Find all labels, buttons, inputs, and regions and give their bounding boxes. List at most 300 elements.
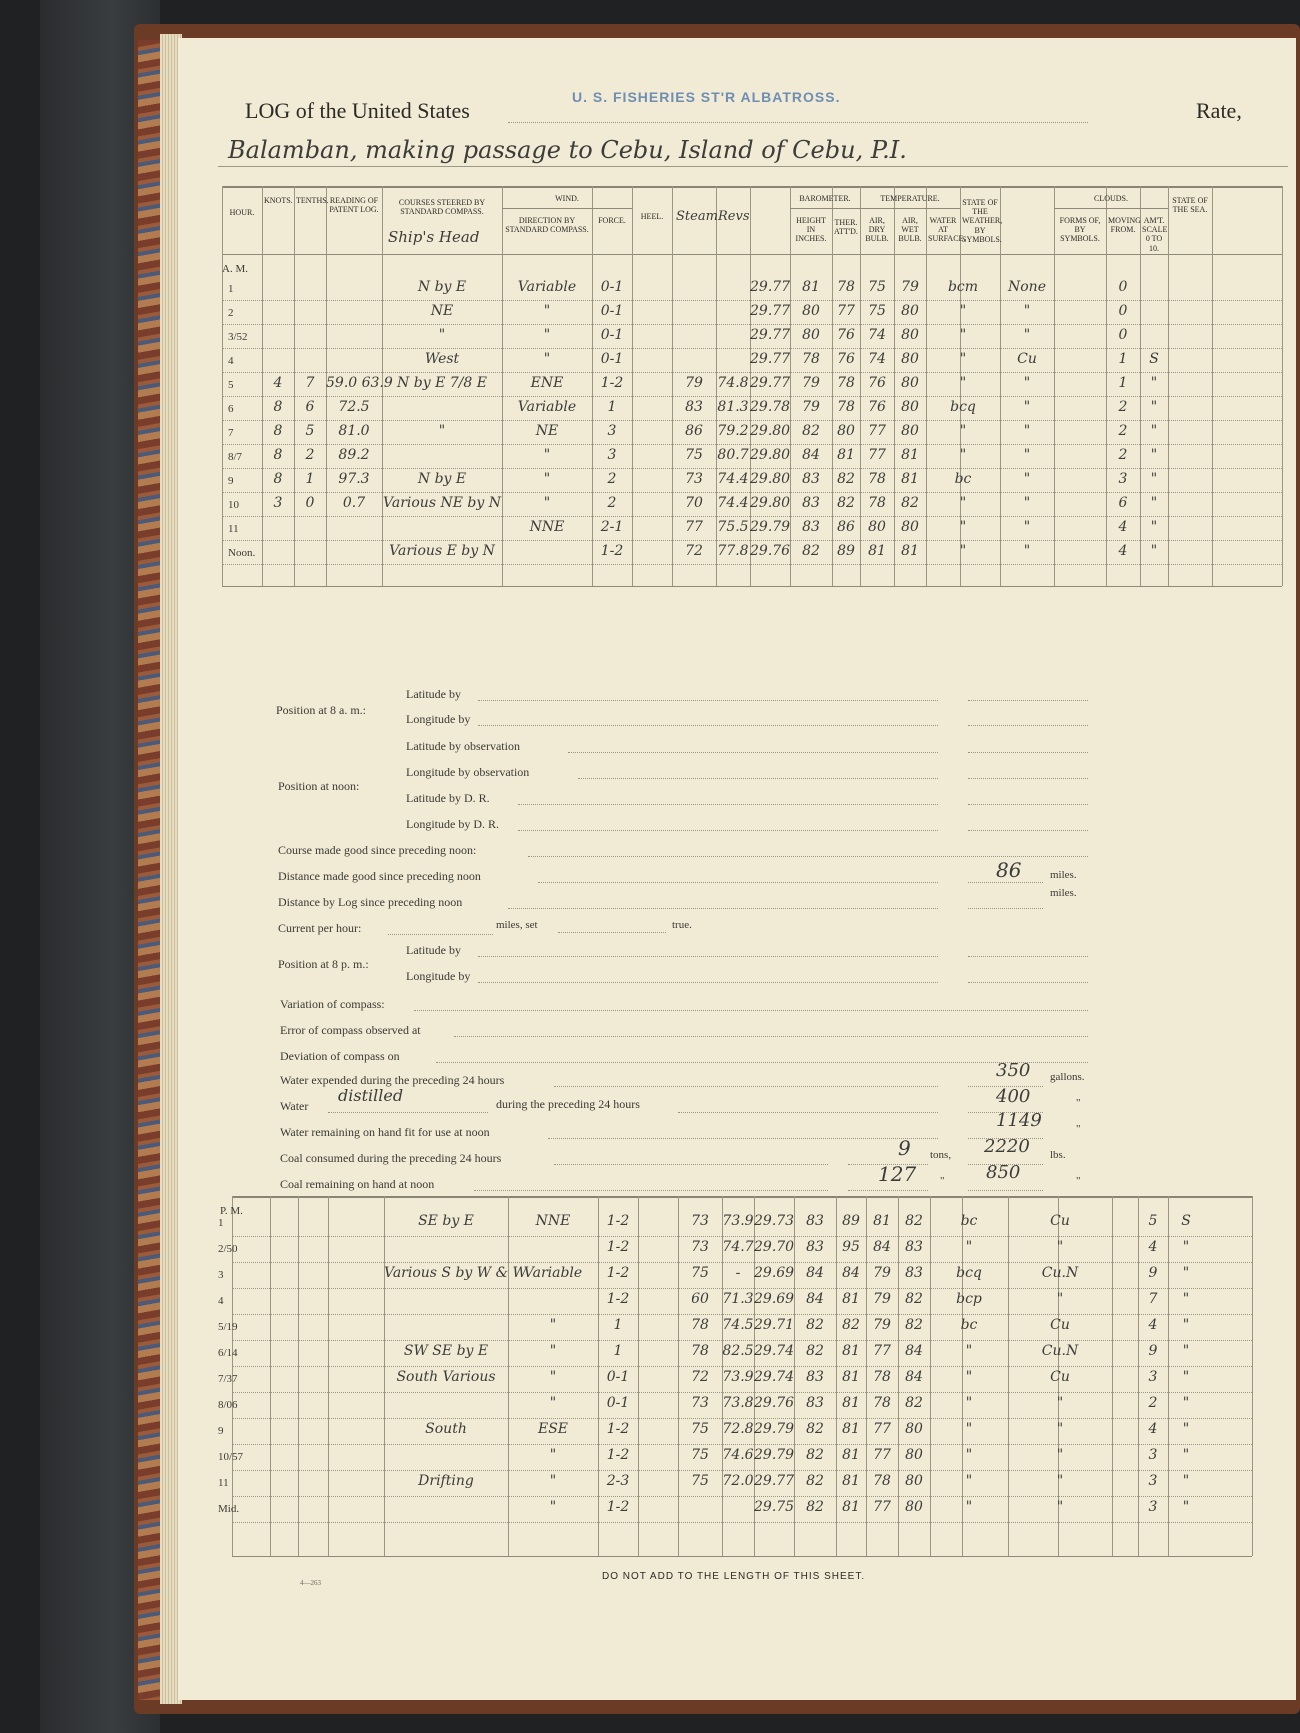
column-rule bbox=[1112, 1196, 1113, 1556]
am-dry-cell: 89 bbox=[837, 543, 855, 559]
pm-forms-cell: " bbox=[1056, 1421, 1064, 1437]
pm-weather-cell: " bbox=[965, 1421, 973, 1437]
pm-sea-cell: " bbox=[1182, 1395, 1190, 1411]
pm-hour-9: 9 bbox=[218, 1425, 224, 1437]
pos-8am-label: Position at 8 a. m.: bbox=[276, 703, 366, 717]
pm-hour-11: 11 bbox=[218, 1477, 229, 1489]
pm-sea-cell: " bbox=[1182, 1499, 1190, 1515]
pm-wet-cell: 78 bbox=[873, 1369, 891, 1385]
pos-noon-label: Position at noon: bbox=[278, 779, 360, 793]
pm-bar-cell: 29.69 bbox=[754, 1265, 795, 1281]
pm-sea-cell: " bbox=[1182, 1369, 1190, 1385]
force-header: FORCE. bbox=[598, 216, 626, 225]
am-water-cell: 80 bbox=[901, 375, 919, 391]
pm-force-cell: 0-1 bbox=[606, 1369, 630, 1385]
am-knots-cell: 3 bbox=[273, 495, 283, 511]
pm-log-table bbox=[218, 1196, 1296, 1616]
am-water-cell: 80 bbox=[901, 423, 919, 439]
row-rule bbox=[222, 540, 1282, 541]
am-dir-cell: " bbox=[543, 303, 551, 319]
am-course-cell: " bbox=[438, 327, 446, 343]
air-wet-header: AIR, WET BULB. bbox=[898, 216, 922, 244]
pm-dry-cell: 81 bbox=[842, 1499, 860, 1515]
footer-note: DO NOT ADD TO THE LENGTH OF THIS SHEET. bbox=[602, 1571, 866, 1582]
am-dry-cell: 77 bbox=[837, 303, 855, 319]
water-expended-label: Water expended during the preceding 24 hours bbox=[280, 1073, 505, 1087]
pm-water-cell: 80 bbox=[905, 1447, 923, 1463]
am-hour-3: 3/52 bbox=[228, 331, 248, 343]
am-water-cell: 82 bbox=[901, 495, 919, 511]
am-ther-cell: 80 bbox=[802, 303, 820, 319]
pm-amt-cell: 4 bbox=[1148, 1239, 1158, 1255]
pm-forms-cell: " bbox=[1056, 1395, 1064, 1411]
position-summary bbox=[178, 638, 1296, 1198]
am-force-cell: 0-1 bbox=[600, 303, 624, 319]
am-force-cell: 3 bbox=[607, 447, 617, 463]
pm-water-cell: 84 bbox=[905, 1369, 923, 1385]
row-rule bbox=[232, 1340, 1252, 1341]
am-bar-cell: 29.77 bbox=[750, 279, 791, 295]
pm-bar-cell: 29.71 bbox=[754, 1317, 795, 1333]
am-sea-cell: S bbox=[1149, 351, 1159, 367]
am-tenths-cell: 5 bbox=[305, 423, 315, 439]
am-hour-7: 7 bbox=[228, 427, 234, 439]
variation-label: Variation of compass: bbox=[280, 997, 385, 1011]
ship-stamp: U. S. FISHERIES ST'R ALBATROSS. bbox=[572, 89, 841, 105]
fill-line bbox=[478, 982, 938, 983]
am-bar-cell: 29.78 bbox=[750, 399, 791, 415]
am-forms-cell: " bbox=[1023, 399, 1031, 415]
pm-hour-7: 7/37 bbox=[218, 1373, 238, 1385]
row-rule bbox=[232, 1470, 1252, 1471]
pm-dry-cell: 84 bbox=[842, 1265, 860, 1281]
pm-forms-cell: Cu.N bbox=[1041, 1265, 1079, 1281]
am-amt-cell: 0 bbox=[1118, 303, 1128, 319]
am-water-cell: 80 bbox=[901, 351, 919, 367]
am-revs-cell: 79.2 bbox=[717, 423, 749, 439]
log-page bbox=[178, 38, 1296, 1700]
pm-wet-cell: 77 bbox=[873, 1421, 891, 1437]
pm-wet-cell: 79 bbox=[873, 1291, 891, 1307]
pm-course-cell: SW SE by E bbox=[403, 1343, 489, 1359]
am-bar-cell: 29.80 bbox=[750, 447, 791, 463]
column-rule bbox=[1282, 186, 1283, 586]
am-water-cell: 80 bbox=[901, 303, 919, 319]
am-dry-cell: 76 bbox=[837, 327, 855, 343]
row-rule bbox=[222, 300, 1282, 301]
pm-ther-cell: 82 bbox=[806, 1473, 824, 1489]
water-kind-value: distilled bbox=[338, 1086, 404, 1105]
am-course-cell: N by E 7/8 E bbox=[397, 375, 487, 391]
ther-header: THER. ATT'D. bbox=[834, 218, 858, 237]
lon-by-label: Longitude by bbox=[406, 712, 471, 726]
fill-line bbox=[848, 1190, 928, 1191]
column-rule bbox=[298, 1196, 299, 1556]
am-force-cell: 2 bbox=[607, 471, 617, 487]
am-tenths-cell: 7 bbox=[305, 375, 315, 391]
am-course-cell: Various E by N bbox=[389, 543, 495, 559]
fill-line bbox=[518, 830, 938, 831]
am-tenths-cell: 0 bbox=[305, 495, 315, 511]
row-rule bbox=[232, 1288, 1252, 1289]
pm-label: P. M. bbox=[220, 1205, 243, 1217]
pm-ther-cell: 83 bbox=[806, 1395, 824, 1411]
fill-line bbox=[454, 1036, 1088, 1037]
am-steam-cell: 70 bbox=[685, 495, 703, 511]
am-hour-5: 5 bbox=[228, 379, 234, 391]
am-ther-cell: 83 bbox=[802, 495, 820, 511]
am-dir-cell: " bbox=[543, 327, 551, 343]
am-tenths-cell: 6 bbox=[305, 399, 315, 415]
tons-label: tons, bbox=[930, 1149, 952, 1161]
pm-course-cell: SE by E bbox=[418, 1213, 474, 1229]
gallons-label: gallons. bbox=[1050, 1071, 1085, 1083]
pm-bar-cell: 29.73 bbox=[754, 1213, 795, 1229]
during-label: during the preceding 24 hours bbox=[496, 1097, 640, 1111]
am-amt-cell: 0 bbox=[1118, 327, 1128, 343]
rate-label: Rate, bbox=[1196, 98, 1242, 123]
pm-bar-cell: 29.74 bbox=[754, 1343, 795, 1359]
am-ther-cell: 81 bbox=[802, 279, 820, 295]
pm-force-cell: 1-2 bbox=[606, 1447, 630, 1463]
am-course-cell: N by E bbox=[417, 279, 467, 295]
pm-ther-cell: 83 bbox=[806, 1239, 824, 1255]
am-hour-2: 2 bbox=[228, 307, 234, 319]
state-weather-header: STATE OF THE WEATHER, BY SYMBOLS. bbox=[962, 198, 1003, 244]
row-rule bbox=[222, 444, 1282, 445]
fill-line bbox=[678, 1112, 938, 1113]
am-forms-cell: " bbox=[1023, 543, 1031, 559]
course-good-label: Course made good since preceding noon: bbox=[278, 843, 477, 857]
fill-line bbox=[968, 752, 1088, 753]
row-rule bbox=[232, 1444, 1252, 1445]
am-dry-cell: 86 bbox=[837, 519, 855, 535]
fill-line bbox=[968, 725, 1088, 726]
pm-sea-cell: " bbox=[1182, 1239, 1190, 1255]
am-bar-cell: 29.77 bbox=[750, 375, 791, 391]
row-rule bbox=[232, 1496, 1252, 1497]
am-forms-cell: Cu bbox=[1017, 351, 1037, 367]
pm-weather-cell: bcp bbox=[956, 1291, 982, 1307]
pm-hour-1: 1 bbox=[218, 1217, 224, 1229]
am-ther-cell: 78 bbox=[802, 351, 820, 367]
pm-ther-cell: 82 bbox=[806, 1421, 824, 1437]
am-wet-cell: 80 bbox=[868, 519, 886, 535]
coal-remaining-label: Coal remaining on hand at noon bbox=[280, 1177, 435, 1191]
am-ther-cell: 84 bbox=[802, 447, 820, 463]
am-dir-cell: Variable bbox=[517, 399, 577, 415]
am-bar-cell: 29.80 bbox=[750, 423, 791, 439]
coal-remaining-lbs: 850 bbox=[986, 1162, 1021, 1183]
pm-steam-cell: 73 bbox=[691, 1395, 709, 1411]
knots-header: KNOTS. bbox=[264, 196, 293, 205]
am-wet-cell: 81 bbox=[868, 543, 886, 559]
current-label: Current per hour: bbox=[278, 921, 362, 935]
row-rule bbox=[222, 564, 1282, 565]
am-dir-cell: NNE bbox=[529, 519, 565, 535]
pm-dry-cell: 81 bbox=[842, 1473, 860, 1489]
steam-header: Steam bbox=[676, 209, 718, 224]
lat-dr-label: Latitude by D. R. bbox=[406, 791, 490, 805]
am-steam-cell: 79 bbox=[685, 375, 703, 391]
row-rule bbox=[222, 348, 1282, 349]
am-forms-cell: " bbox=[1023, 375, 1031, 391]
fill-line bbox=[578, 778, 938, 779]
cloud-forms-header: FORMS OF, BY SYMBOLS. bbox=[1059, 216, 1101, 244]
ditto-4: " bbox=[1076, 1175, 1081, 1187]
pm-dry-cell: 81 bbox=[842, 1343, 860, 1359]
am-ther-cell: 80 bbox=[802, 327, 820, 343]
pm-sea-cell: " bbox=[1182, 1265, 1190, 1281]
am-wet-cell: 74 bbox=[868, 351, 886, 367]
am-wet-cell: 78 bbox=[868, 495, 886, 511]
pm-bottom-rule bbox=[232, 1556, 1252, 1557]
am-dir-cell: ENE bbox=[530, 375, 564, 391]
column-rule bbox=[1168, 186, 1169, 586]
am-force-cell: 2-1 bbox=[600, 519, 624, 535]
am-force-cell: 1-2 bbox=[600, 375, 624, 391]
lon-obs-label: Longitude by observation bbox=[406, 765, 530, 779]
am-dry-cell: 82 bbox=[837, 495, 855, 511]
am-knots-cell: 8 bbox=[273, 471, 283, 487]
dist-good-label: Distance made good since preceding noon bbox=[278, 869, 481, 883]
am-force-cell: 0-1 bbox=[600, 351, 624, 367]
am-steam-cell: 86 bbox=[685, 423, 703, 439]
pm-hour-2: 2/50 bbox=[218, 1243, 238, 1255]
pm-force-cell: 2-3 bbox=[606, 1473, 630, 1489]
fill-line bbox=[968, 804, 1088, 805]
pm-revs-cell: 72.8 bbox=[722, 1421, 754, 1437]
pm-amt-cell: 3 bbox=[1148, 1447, 1158, 1463]
pm-steam-cell: 75 bbox=[691, 1421, 709, 1437]
am-steam-cell: 77 bbox=[685, 519, 703, 535]
am-course-cell: NE bbox=[430, 303, 454, 319]
pm-bar-cell: 29.77 bbox=[754, 1473, 795, 1489]
pm-bar-cell: 29.79 bbox=[754, 1421, 795, 1437]
revs-header: Revs bbox=[718, 209, 750, 224]
state-sea-header: STATE OF THE SEA. bbox=[1172, 196, 1208, 215]
pm-sea-cell: S bbox=[1181, 1213, 1191, 1229]
pm-weather-cell: " bbox=[965, 1395, 973, 1411]
pm-course-cell: Various S by W & W bbox=[384, 1265, 527, 1281]
pm-forms-cell: " bbox=[1056, 1499, 1064, 1515]
pm-sea-cell: " bbox=[1182, 1421, 1190, 1437]
pm-forms-cell: Cu bbox=[1050, 1213, 1070, 1229]
am-wet-cell: 75 bbox=[868, 303, 886, 319]
header-bottom-rule bbox=[222, 254, 1282, 255]
fill-line bbox=[554, 1164, 828, 1165]
am-dry-cell: 76 bbox=[837, 351, 855, 367]
pm-steam-cell: 75 bbox=[691, 1473, 709, 1489]
pm-forms-cell: Cu bbox=[1050, 1369, 1070, 1385]
column-rule bbox=[270, 1196, 271, 1556]
pm-sea-cell: " bbox=[1182, 1473, 1190, 1489]
fill-line bbox=[436, 1062, 1088, 1063]
am-log-cell: 97.3 bbox=[338, 471, 370, 487]
am-weather-cell: " bbox=[959, 423, 967, 439]
am-wet-cell: 76 bbox=[868, 375, 886, 391]
pm-dir-cell: " bbox=[549, 1395, 557, 1411]
pm-sea-cell: " bbox=[1182, 1447, 1190, 1463]
fill-line bbox=[414, 1010, 1088, 1011]
fill-line bbox=[548, 1138, 938, 1139]
water-temp-header: WATER AT SURFACE. bbox=[928, 216, 966, 244]
am-forms-cell: " bbox=[1023, 423, 1031, 439]
clouds-group-header: CLOUDS. bbox=[1093, 194, 1128, 203]
pm-steam-cell: 72 bbox=[691, 1369, 709, 1385]
fill-line bbox=[558, 932, 666, 933]
pm-revs-cell: 73.9 bbox=[722, 1369, 754, 1385]
am-knots-cell: 8 bbox=[273, 423, 283, 439]
pm-wet-cell: 81 bbox=[873, 1213, 891, 1229]
pm-dir-cell: " bbox=[549, 1473, 557, 1489]
cloud-moving-header: MOVING FROM. bbox=[1108, 216, 1141, 235]
pm-ther-cell: 82 bbox=[806, 1447, 824, 1463]
coal-remaining-tons: 127 bbox=[878, 1162, 917, 1186]
pm-amt-cell: 4 bbox=[1148, 1421, 1158, 1437]
pm-force-cell: 1 bbox=[613, 1317, 623, 1333]
am-weather-cell: " bbox=[959, 327, 967, 343]
am-bar-cell: 29.77 bbox=[750, 351, 791, 367]
pm-amt-cell: 9 bbox=[1148, 1265, 1158, 1281]
pm-bar-cell: 29.74 bbox=[754, 1369, 795, 1385]
pm-weather-cell: " bbox=[965, 1447, 973, 1463]
baro-group-rule bbox=[790, 208, 860, 209]
pm-hour-12: Mid. bbox=[218, 1503, 240, 1515]
fill-line bbox=[478, 700, 938, 701]
am-forms-cell: None bbox=[1008, 279, 1046, 295]
marbled-edge bbox=[138, 40, 162, 1700]
am-log-table bbox=[222, 186, 1294, 646]
miles-set-label: miles, set bbox=[496, 919, 538, 931]
pm-weather-cell: " bbox=[965, 1369, 973, 1385]
pm-dry-cell: 82 bbox=[842, 1317, 860, 1333]
pm-revs-cell: 73.9 bbox=[722, 1213, 754, 1229]
courses-handwritten-header: Ship's Head bbox=[388, 228, 480, 246]
pm-amt-cell: 2 bbox=[1148, 1395, 1158, 1411]
row-rule bbox=[232, 1314, 1252, 1315]
column-rule bbox=[638, 1196, 639, 1556]
am-water-cell: 81 bbox=[901, 543, 919, 559]
am-force-cell: 2 bbox=[607, 495, 617, 511]
pm-revs-cell: 71.3 bbox=[722, 1291, 754, 1307]
am-water-cell: 81 bbox=[901, 447, 919, 463]
am-weather-cell: " bbox=[959, 375, 967, 391]
am-hour-6: 6 bbox=[228, 403, 234, 415]
am-hour-1: 1 bbox=[228, 283, 234, 295]
patent-log-header: READING OF PATENT LOG. bbox=[329, 196, 379, 215]
barometer-group-header: BAROMETER. bbox=[799, 194, 851, 203]
pm-hour-6: 6/14 bbox=[218, 1347, 238, 1359]
pm-amt-cell: 5 bbox=[1148, 1213, 1158, 1229]
pm-revs-cell: 72.0 bbox=[722, 1473, 754, 1489]
row-rule bbox=[222, 396, 1282, 397]
row-rule bbox=[232, 1418, 1252, 1419]
pm-bar-cell: 29.79 bbox=[754, 1447, 795, 1463]
am-dry-cell: 78 bbox=[837, 375, 855, 391]
pm-dry-cell: 89 bbox=[842, 1213, 860, 1229]
am-knots-cell: 8 bbox=[273, 399, 283, 415]
pm-ther-cell: 84 bbox=[806, 1291, 824, 1307]
am-revs-cell: 74.4 bbox=[717, 471, 749, 487]
fill-line bbox=[478, 725, 938, 726]
wind-direction-header: DIRECTION BY STANDARD COMPASS. bbox=[505, 216, 589, 235]
am-dry-cell: 78 bbox=[837, 279, 855, 295]
pm-water-cell: 82 bbox=[905, 1317, 923, 1333]
fill-line bbox=[388, 934, 493, 935]
am-sea-cell: " bbox=[1150, 519, 1158, 535]
pm-steam-cell: 73 bbox=[691, 1213, 709, 1229]
am-amt-cell: 0 bbox=[1118, 279, 1128, 295]
pm-hour-3: 3 bbox=[218, 1269, 224, 1281]
am-bar-cell: 29.80 bbox=[750, 495, 791, 511]
true-label: true. bbox=[672, 919, 692, 931]
am-amt-cell: 1 bbox=[1118, 375, 1128, 391]
am-dir-cell: " bbox=[543, 351, 551, 367]
am-amt-cell: 1 bbox=[1118, 351, 1128, 367]
am-wet-cell: 77 bbox=[868, 447, 886, 463]
am-forms-cell: " bbox=[1023, 495, 1031, 511]
deviation-label: Deviation of compass on bbox=[280, 1049, 400, 1063]
am-tenths-cell: 1 bbox=[305, 471, 315, 487]
pm-ther-cell: 83 bbox=[806, 1213, 824, 1229]
pm-dry-cell: 95 bbox=[842, 1239, 860, 1255]
am-force-cell: 1-2 bbox=[600, 543, 624, 559]
dist-good-value: 86 bbox=[996, 858, 1022, 882]
pm-dir-cell: " bbox=[549, 1369, 557, 1385]
pm-water-cell: 82 bbox=[905, 1291, 923, 1307]
pm-bar-cell: 29.69 bbox=[754, 1291, 795, 1307]
am-knots-cell: 4 bbox=[273, 375, 283, 391]
am-ther-cell: 83 bbox=[802, 519, 820, 535]
pm-sea-cell: " bbox=[1182, 1291, 1190, 1307]
pm-forms-cell: " bbox=[1056, 1447, 1064, 1463]
am-wet-cell: 76 bbox=[868, 399, 886, 415]
am-revs-cell: 74.8 bbox=[717, 375, 749, 391]
coal-lbs-value: 2220 bbox=[984, 1136, 1030, 1157]
fill-line bbox=[328, 1112, 488, 1113]
water-word-label: Water bbox=[280, 1099, 309, 1113]
am-hour-8: 8/7 bbox=[228, 451, 243, 463]
pm-wet-cell: 79 bbox=[873, 1317, 891, 1333]
pm-steam-cell: 75 bbox=[691, 1265, 709, 1281]
pm-dir-cell: " bbox=[549, 1447, 557, 1463]
pm-forms-cell: " bbox=[1056, 1239, 1064, 1255]
pm-hour-8: 8/06 bbox=[218, 1399, 238, 1411]
row-rule bbox=[232, 1366, 1252, 1367]
am-course-cell: N by E bbox=[417, 471, 467, 487]
am-dry-cell: 80 bbox=[837, 423, 855, 439]
am-force-cell: 0-1 bbox=[600, 279, 624, 295]
am-wet-cell: 78 bbox=[868, 471, 886, 487]
fill-line bbox=[568, 752, 938, 753]
form-number: 4—263 bbox=[300, 1579, 321, 1587]
am-log-cell: 81.0 bbox=[338, 423, 370, 439]
pm-amt-cell: 9 bbox=[1148, 1343, 1158, 1359]
am-bar-cell: 29.80 bbox=[750, 471, 791, 487]
am-forms-cell: " bbox=[1023, 303, 1031, 319]
air-dry-header: AIR, DRY BULB. bbox=[865, 216, 889, 244]
am-amt-cell: 4 bbox=[1118, 519, 1128, 535]
wind-group-rule bbox=[502, 208, 632, 209]
am-revs-cell: 81.3 bbox=[717, 399, 749, 415]
am-amt-cell: 3 bbox=[1118, 471, 1128, 487]
am-weather-cell: bcm bbox=[947, 279, 979, 295]
fill-line bbox=[478, 956, 938, 957]
am-forms-cell: " bbox=[1023, 471, 1031, 487]
am-bar-cell: 29.77 bbox=[750, 327, 791, 343]
column-rule bbox=[1054, 186, 1055, 586]
